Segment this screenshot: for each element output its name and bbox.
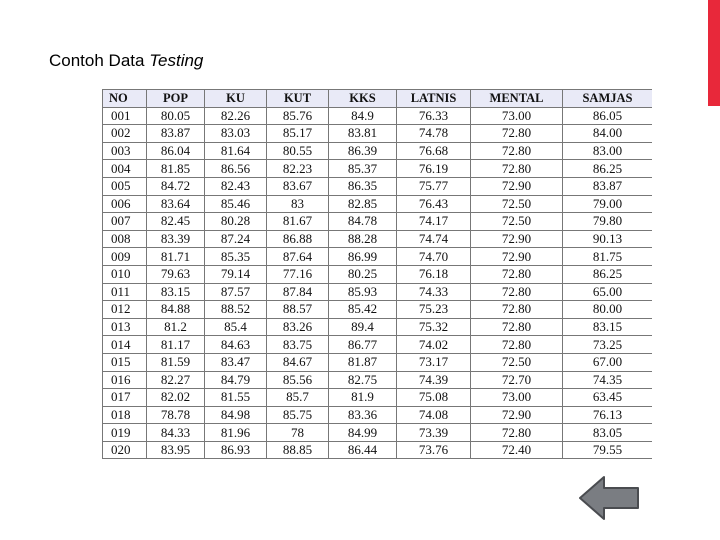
cell-samjas: 86.25 [563, 160, 653, 178]
cell-kut: 81.67 [267, 213, 329, 231]
table-body [103, 107, 653, 459]
cell-kut: 85.75 [267, 406, 329, 424]
header-no: NO [103, 90, 147, 108]
cell-mental: 72.80 [471, 336, 563, 354]
cell-samjas: 83.87 [563, 177, 653, 195]
cell-kks: 83.36 [329, 406, 397, 424]
cell-no: 018 [103, 406, 147, 424]
cell-ku: 83.47 [205, 353, 267, 371]
cell-mental: 72.40 [471, 441, 563, 459]
cell-ku: 80.28 [205, 213, 267, 231]
cell-ku: 86.56 [205, 160, 267, 178]
cell-mental: 72.80 [471, 142, 563, 160]
table-row [103, 406, 653, 424]
cell-kks: 89.4 [329, 318, 397, 336]
cell-latnis: 74.78 [397, 125, 471, 143]
cell-kut: 77.16 [267, 265, 329, 283]
cell-kut: 88.57 [267, 301, 329, 319]
cell-ku: 85.35 [205, 248, 267, 266]
header-mental: MENTAL [471, 90, 563, 108]
cell-no: 015 [103, 353, 147, 371]
cell-no: 017 [103, 389, 147, 407]
cell-mental: 72.90 [471, 230, 563, 248]
cell-latnis: 75.32 [397, 318, 471, 336]
cell-mental: 72.90 [471, 177, 563, 195]
cell-mental: 72.50 [471, 353, 563, 371]
cell-kks: 83.81 [329, 125, 397, 143]
header-kut: KUT [267, 90, 329, 108]
cell-pop: 82.27 [147, 371, 205, 389]
cell-latnis: 73.17 [397, 353, 471, 371]
cell-kks: 86.44 [329, 441, 397, 459]
cell-pop: 84.72 [147, 177, 205, 195]
cell-ku: 81.64 [205, 142, 267, 160]
table-row [103, 248, 653, 266]
cell-kks: 85.42 [329, 301, 397, 319]
cell-samjas: 90.13 [563, 230, 653, 248]
cell-ku: 82.26 [205, 107, 267, 125]
cell-samjas: 83.05 [563, 424, 653, 442]
cell-mental: 72.80 [471, 125, 563, 143]
cell-samjas: 80.00 [563, 301, 653, 319]
cell-kut: 80.55 [267, 142, 329, 160]
header-pop: POP [147, 90, 205, 108]
cell-latnis: 74.08 [397, 406, 471, 424]
cell-kks: 82.75 [329, 371, 397, 389]
cell-no: 002 [103, 125, 147, 143]
cell-pop: 84.33 [147, 424, 205, 442]
table-row [103, 125, 653, 143]
cell-ku: 85.4 [205, 318, 267, 336]
header-kks: KKS [329, 90, 397, 108]
cell-kut: 83.67 [267, 177, 329, 195]
cell-no: 020 [103, 441, 147, 459]
cell-no: 012 [103, 301, 147, 319]
cell-latnis: 76.68 [397, 142, 471, 160]
cell-mental: 72.80 [471, 424, 563, 442]
cell-kut: 83.26 [267, 318, 329, 336]
table-row [103, 424, 653, 442]
table-row [103, 177, 653, 195]
cell-latnis: 75.23 [397, 301, 471, 319]
cell-samjas: 76.13 [563, 406, 653, 424]
cell-latnis: 74.74 [397, 230, 471, 248]
cell-ku: 82.43 [205, 177, 267, 195]
cell-no: 004 [103, 160, 147, 178]
table-row [103, 353, 653, 371]
cell-kks: 85.93 [329, 283, 397, 301]
cell-ku: 87.57 [205, 283, 267, 301]
cell-pop: 83.15 [147, 283, 205, 301]
cell-samjas: 81.75 [563, 248, 653, 266]
cell-ku: 87.24 [205, 230, 267, 248]
cell-mental: 73.00 [471, 389, 563, 407]
accent-bar [708, 0, 720, 106]
table-row [103, 230, 653, 248]
cell-mental: 72.50 [471, 213, 563, 231]
cell-mental: 72.80 [471, 265, 563, 283]
cell-latnis: 76.33 [397, 107, 471, 125]
cell-kks: 84.99 [329, 424, 397, 442]
cell-kut: 85.17 [267, 125, 329, 143]
cell-samjas: 83.00 [563, 142, 653, 160]
cell-latnis: 74.39 [397, 371, 471, 389]
cell-pop: 81.2 [147, 318, 205, 336]
cell-latnis: 73.76 [397, 441, 471, 459]
cell-ku: 84.79 [205, 371, 267, 389]
cell-no: 003 [103, 142, 147, 160]
cell-no: 013 [103, 318, 147, 336]
cell-pop: 82.02 [147, 389, 205, 407]
cell-pop: 86.04 [147, 142, 205, 160]
cell-samjas: 79.80 [563, 213, 653, 231]
cell-no: 008 [103, 230, 147, 248]
cell-ku: 85.46 [205, 195, 267, 213]
data-table [102, 89, 652, 459]
cell-samjas: 63.45 [563, 389, 653, 407]
cell-mental: 72.80 [471, 318, 563, 336]
cell-no: 010 [103, 265, 147, 283]
cell-no: 019 [103, 424, 147, 442]
cell-ku: 83.03 [205, 125, 267, 143]
cell-samjas: 79.00 [563, 195, 653, 213]
cell-no: 016 [103, 371, 147, 389]
cell-samjas: 74.35 [563, 371, 653, 389]
table-row [103, 107, 653, 125]
cell-mental: 72.80 [471, 160, 563, 178]
cell-kut: 86.88 [267, 230, 329, 248]
cell-mental: 72.90 [471, 406, 563, 424]
cell-kut: 85.7 [267, 389, 329, 407]
cell-no: 011 [103, 283, 147, 301]
cell-ku: 84.98 [205, 406, 267, 424]
cell-pop: 79.63 [147, 265, 205, 283]
cell-kut: 87.84 [267, 283, 329, 301]
table-row [103, 371, 653, 389]
table-row [103, 441, 653, 459]
table-row [103, 283, 653, 301]
table-row [103, 389, 653, 407]
cell-latnis: 74.17 [397, 213, 471, 231]
header-latnis: LATNIS [397, 90, 471, 108]
cell-kut: 83 [267, 195, 329, 213]
table-row [103, 160, 653, 178]
left-arrow-icon [578, 474, 640, 522]
cell-kks: 81.87 [329, 353, 397, 371]
back-button[interactable] [578, 474, 640, 522]
header-ku: KU [205, 90, 267, 108]
table-row [103, 142, 653, 160]
cell-no: 009 [103, 248, 147, 266]
cell-pop: 81.85 [147, 160, 205, 178]
data-table-container [102, 89, 652, 461]
cell-latnis: 76.43 [397, 195, 471, 213]
cell-ku: 84.63 [205, 336, 267, 354]
cell-pop: 82.45 [147, 213, 205, 231]
cell-latnis: 73.39 [397, 424, 471, 442]
table-row [103, 336, 653, 354]
cell-kut: 82.23 [267, 160, 329, 178]
cell-no: 006 [103, 195, 147, 213]
cell-kks: 86.77 [329, 336, 397, 354]
cell-kut: 78 [267, 424, 329, 442]
cell-pop: 81.71 [147, 248, 205, 266]
cell-kks: 80.25 [329, 265, 397, 283]
table-row [103, 318, 653, 336]
cell-latnis: 75.08 [397, 389, 471, 407]
cell-mental: 72.50 [471, 195, 563, 213]
cell-mental: 72.80 [471, 301, 563, 319]
cell-pop: 78.78 [147, 406, 205, 424]
cell-latnis: 74.33 [397, 283, 471, 301]
cell-ku: 86.93 [205, 441, 267, 459]
table-row [103, 265, 653, 283]
cell-pop: 81.59 [147, 353, 205, 371]
cell-kut: 85.76 [267, 107, 329, 125]
cell-no: 001 [103, 107, 147, 125]
cell-latnis: 76.19 [397, 160, 471, 178]
cell-ku: 79.14 [205, 265, 267, 283]
cell-latnis: 75.77 [397, 177, 471, 195]
table-row [103, 195, 653, 213]
cell-samjas: 73.25 [563, 336, 653, 354]
cell-samjas: 84.00 [563, 125, 653, 143]
cell-ku: 81.96 [205, 424, 267, 442]
cell-samjas: 79.55 [563, 441, 653, 459]
slide-title-text: Contoh Data [49, 51, 150, 70]
cell-kks: 88.28 [329, 230, 397, 248]
cell-samjas: 65.00 [563, 283, 653, 301]
cell-kut: 85.56 [267, 371, 329, 389]
cell-samjas: 67.00 [563, 353, 653, 371]
cell-samjas: 83.15 [563, 318, 653, 336]
cell-no: 005 [103, 177, 147, 195]
cell-kks: 86.35 [329, 177, 397, 195]
cell-pop: 81.17 [147, 336, 205, 354]
cell-ku: 81.55 [205, 389, 267, 407]
cell-ku: 88.52 [205, 301, 267, 319]
cell-pop: 80.05 [147, 107, 205, 125]
cell-mental: 72.80 [471, 283, 563, 301]
cell-kut: 84.67 [267, 353, 329, 371]
cell-samjas: 86.05 [563, 107, 653, 125]
cell-kut: 83.75 [267, 336, 329, 354]
cell-pop: 83.87 [147, 125, 205, 143]
cell-kut: 88.85 [267, 441, 329, 459]
table-row [103, 301, 653, 319]
cell-latnis: 76.18 [397, 265, 471, 283]
table-row [103, 213, 653, 231]
cell-kut: 87.64 [267, 248, 329, 266]
cell-kks: 81.9 [329, 389, 397, 407]
slide-title-italic: Testing [149, 51, 204, 70]
cell-kks: 86.99 [329, 248, 397, 266]
cell-no: 014 [103, 336, 147, 354]
cell-samjas: 86.25 [563, 265, 653, 283]
cell-kks: 84.9 [329, 107, 397, 125]
cell-pop: 84.88 [147, 301, 205, 319]
cell-kks: 85.37 [329, 160, 397, 178]
cell-latnis: 74.02 [397, 336, 471, 354]
cell-latnis: 74.70 [397, 248, 471, 266]
table-header-row [103, 90, 653, 108]
cell-no: 007 [103, 213, 147, 231]
cell-pop: 83.64 [147, 195, 205, 213]
cell-pop: 83.39 [147, 230, 205, 248]
slide-title [49, 51, 203, 71]
cell-mental: 73.00 [471, 107, 563, 125]
cell-mental: 72.90 [471, 248, 563, 266]
cell-kks: 82.85 [329, 195, 397, 213]
cell-mental: 72.70 [471, 371, 563, 389]
header-samjas: SAMJAS [563, 90, 653, 108]
cell-kks: 84.78 [329, 213, 397, 231]
cell-pop: 83.95 [147, 441, 205, 459]
cell-kks: 86.39 [329, 142, 397, 160]
